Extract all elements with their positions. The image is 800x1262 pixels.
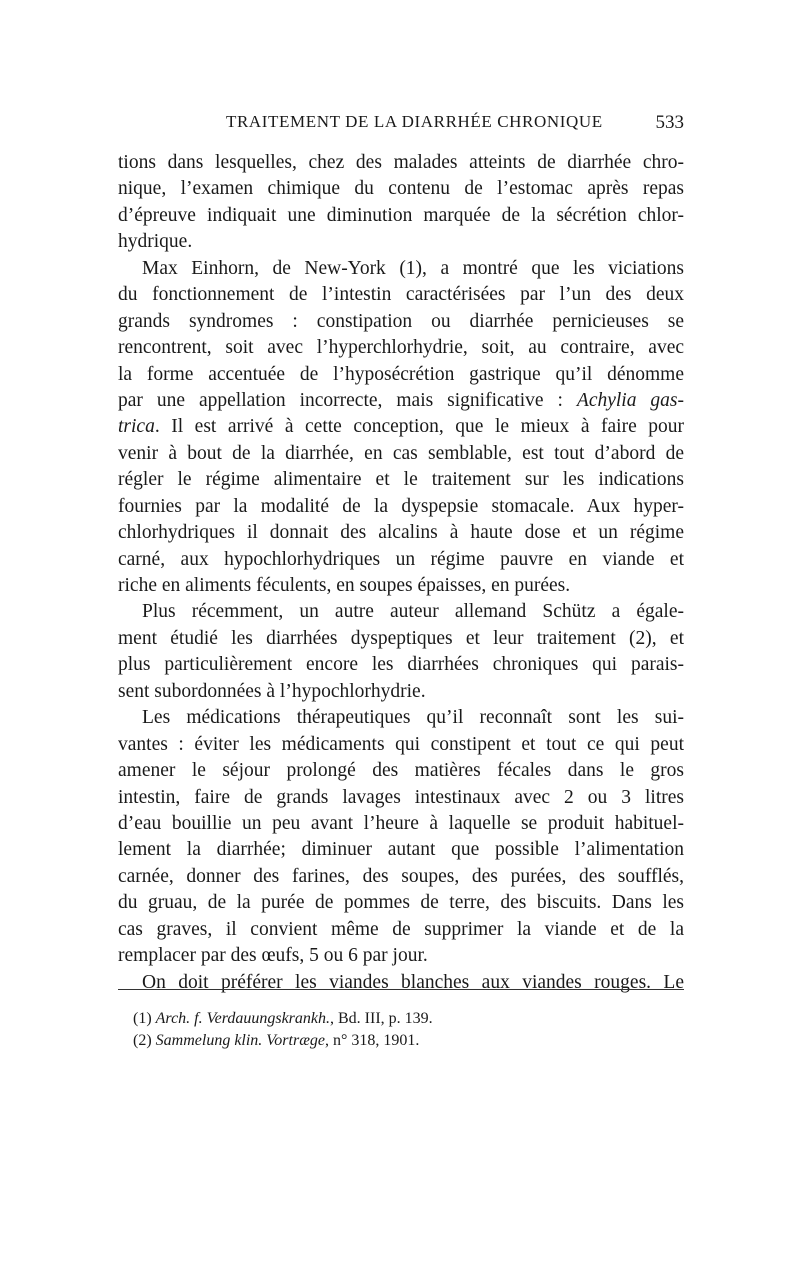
text-line: amener le séjour prolongé des matières fécales dans le gros [118, 760, 684, 782]
text-line: hydrique. [118, 231, 193, 253]
text-line: plus particulièrement encore les diarrhées chroniques qui parais- [118, 654, 684, 676]
text-line: d’épreuve indiquait une diminution marquée de la sécrétion chlor- [118, 204, 684, 226]
text-line: nique, l’examen chimique du contenu de l’estomac après repas [118, 178, 684, 200]
text-line: la forme accentuée de l’hyposécrétion gastrique qu’il dénomme [118, 363, 684, 385]
footnotes [133, 1008, 653, 1052]
text-line-with-italic [118, 414, 684, 440]
text-line: riche en aliments féculents, en soupes épaisses, en purées. [118, 575, 571, 596]
footnote-source: Arch. f. Verdauungskrankh. [155, 1010, 330, 1027]
text-line: remplacer par des œufs, 5 ou 6 par jour. [118, 945, 428, 967]
text-line: intestin, faire de grands lavages intestinaux avec 2 ou 3 litres [118, 786, 684, 808]
text-line: venir à bout de la diarrhée, en cas semblable, est tout d’abord de [118, 442, 684, 464]
text-line: vantes : éviter les médicaments qui constipent et tout ce qui peut [118, 733, 684, 755]
text-line: d’eau bouillie un peu avant l’heure à laquelle se produit habituel- [118, 812, 684, 834]
text-segment: par une appellation incorrecte, mais significative : [118, 389, 563, 411]
text-line: carné, aux hypochlorhydriques un régime pauvre en viande et [118, 548, 684, 570]
text-line: rencontrent, soit avec l’hyperchlorhydrie, soit, au contraire, avec [118, 337, 684, 359]
footnote-2 [133, 1030, 653, 1052]
text-line: sent subordonnées à l’hypochlorhydrie. [118, 680, 426, 702]
text-line: carnée, donner des farines, des soupes, des purées, des soufflés, [118, 865, 684, 887]
text-line-with-italic [118, 388, 684, 414]
text-line: Max Einhorn, de New-York (1), a montré que les viciations [142, 257, 684, 279]
footnote-1 [133, 1008, 653, 1030]
text-line: Plus récemment, un autre auteur allemand Schütz a égale- [142, 601, 684, 623]
text-line: Les médications thérapeutiques qu’il reconnaît sont les sui- [142, 707, 684, 729]
footnote-divider [118, 989, 684, 990]
text-line: grands syndromes : constipation ou diarrhée pernicieuses se [118, 310, 684, 332]
text-line: du gruau, de la purée de pommes de terre, des biscuits. Dans les [118, 892, 684, 914]
text-line: On doit préférer les viandes blanches aux viandes rouges. Le [142, 971, 684, 993]
body-text [118, 150, 684, 996]
page-number: 533 [655, 112, 684, 133]
text-line: régler le régime alimentaire et le traitement sur les indications [118, 469, 684, 491]
running-title: TRAITEMENT DE LA DIARRHÉE CHRONIQUE [226, 112, 603, 131]
text-line: cas graves, il convient même de supprimer la viande et de la [118, 918, 684, 940]
text-line: tions dans lesquelles, chez des malades atteints de diarrhée chro- [118, 152, 684, 173]
footnote-details: , Bd. III, p. 139. [330, 1010, 433, 1027]
footnote-details: , n° 318, 1901. [324, 1032, 420, 1049]
italic-term: trica [118, 416, 155, 438]
text-line: lement la diarrhée; diminuer autant que possible l’alimentation [118, 839, 684, 861]
text-line: ment étudié les diarrhées dyspeptiques et leur traitement (2), et [118, 627, 684, 649]
running-head [118, 112, 684, 136]
footnote-source: Sammelung klin. Vortræge [155, 1032, 325, 1049]
text-line: chlorhydriques il donnait des alcalins à haute dose et un régime [118, 522, 684, 544]
footnote-mark: (1) [133, 1010, 152, 1027]
italic-term: Achylia gas- [576, 389, 685, 411]
text-line: du fonctionnement de l’intestin caractérisées par l’un des deux [118, 284, 684, 306]
text-segment: . Il est arrivé à cette conception, que le mieux à faire pour [154, 416, 684, 438]
text-line: fournies par la modalité de la dyspepsie stomacale. Aux hyper- [118, 495, 684, 517]
footnote-mark: (2) [133, 1032, 152, 1049]
